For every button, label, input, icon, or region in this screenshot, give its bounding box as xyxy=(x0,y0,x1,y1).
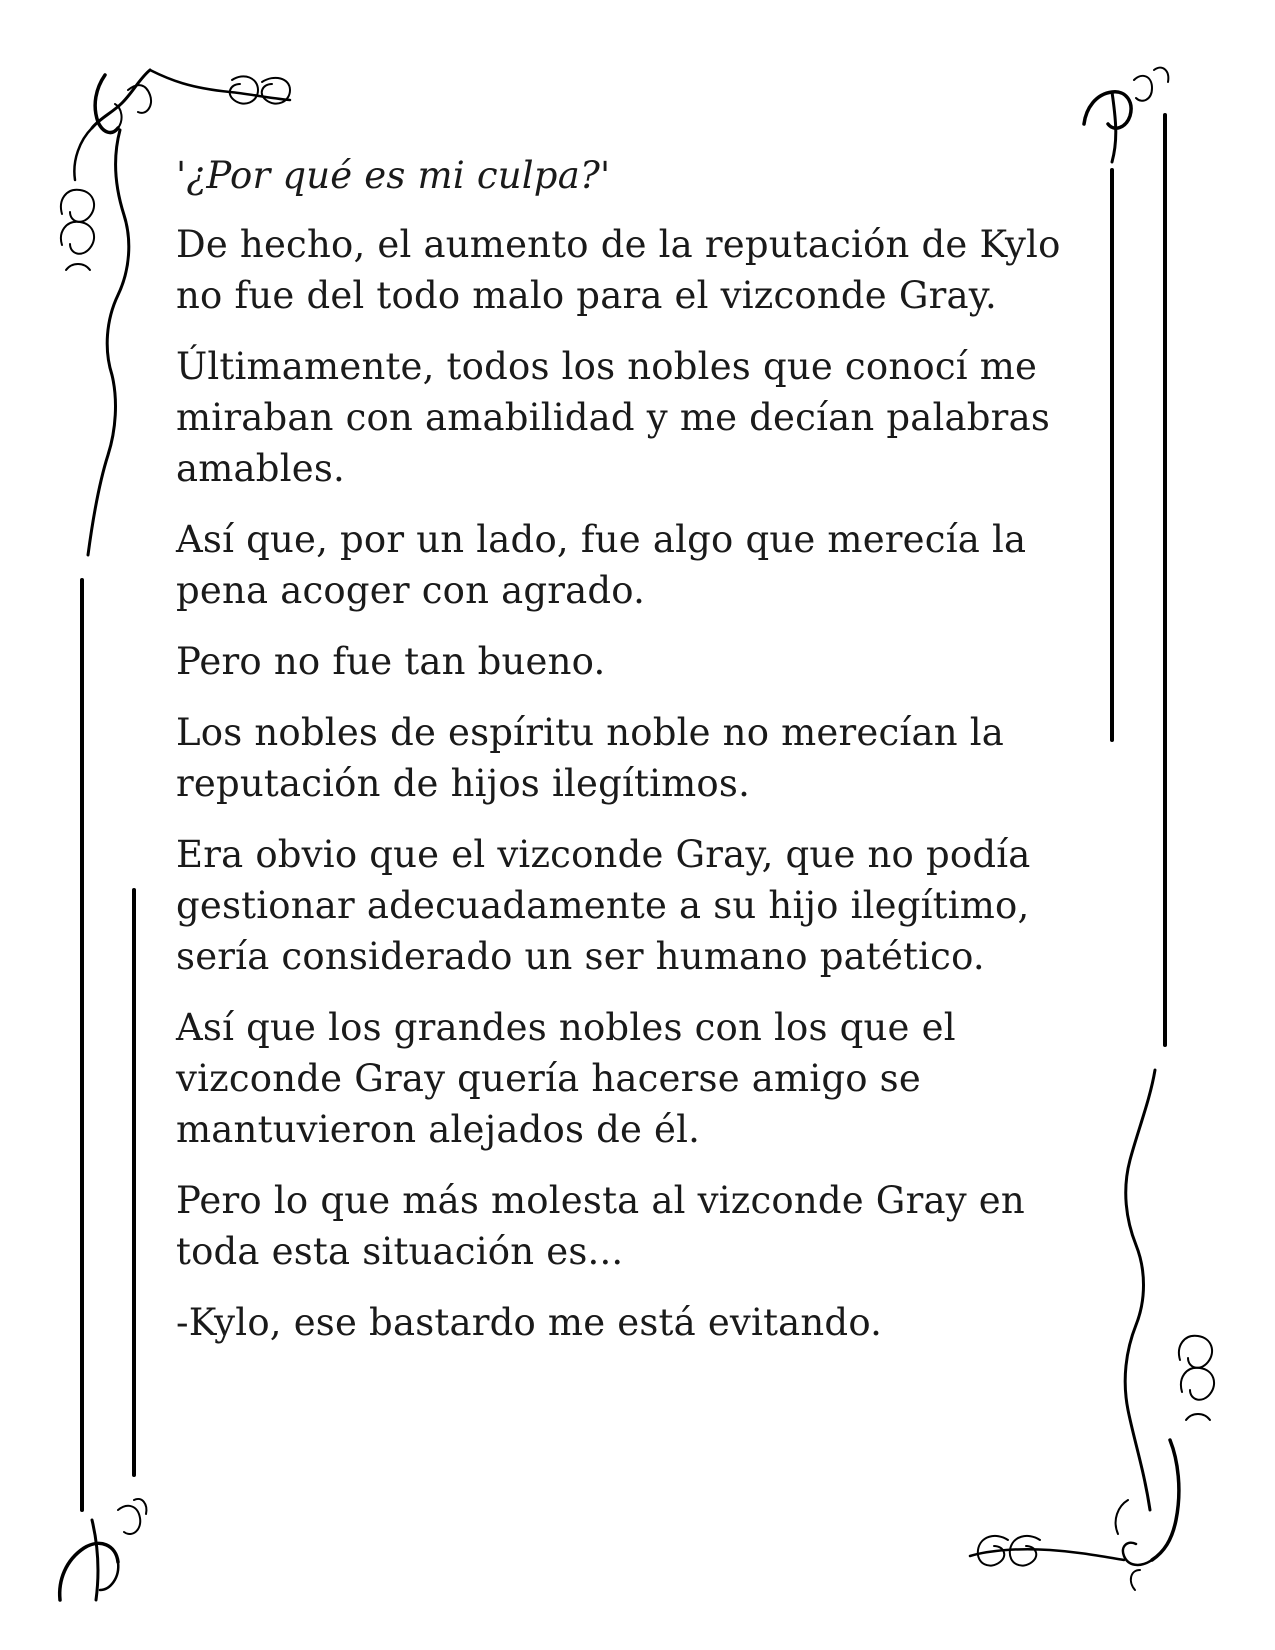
paragraph: Últimamente, todos los nobles que conocí me miraban con amabilidad y me decían palabras amables. xyxy=(176,345,1051,490)
paragraph: Pero lo que más molesta al vizconde Gray en toda esta situación es... xyxy=(176,1179,1025,1273)
flourish-top-right xyxy=(1084,68,1168,162)
flourish-bottom-left xyxy=(60,1499,147,1600)
paragraph-thought: '¿Por qué es mi culpa?' xyxy=(176,154,611,197)
paragraph: Así que, por un lado, fue algo que merecía la pena acoger con agrado. xyxy=(176,518,1027,612)
paragraph: Así que los grandes nobles con los que el vizconde Gray quería hacerse amigo se mantuvieron alejados de él. xyxy=(176,1006,956,1151)
paragraph: Era obvio que el vizconde Gray, que no podía gestionar adecuadamente a su hijo ilegítimo, sería considerado un ser humano patético. xyxy=(176,833,1031,978)
paragraph-dialogue: -Kylo, ese bastardo me está evitando. xyxy=(176,1301,883,1344)
paragraph: Los nobles de espíritu noble no merecían la reputación de hijos ilegítimos. xyxy=(176,711,1005,805)
document-body xyxy=(176,150,1096,1368)
paragraph: De hecho, el aumento de la reputación de Kylo no fue del todo malo para el vizconde Gray. xyxy=(176,223,1061,317)
paragraph: Pero no fue tan bueno. xyxy=(176,640,606,683)
